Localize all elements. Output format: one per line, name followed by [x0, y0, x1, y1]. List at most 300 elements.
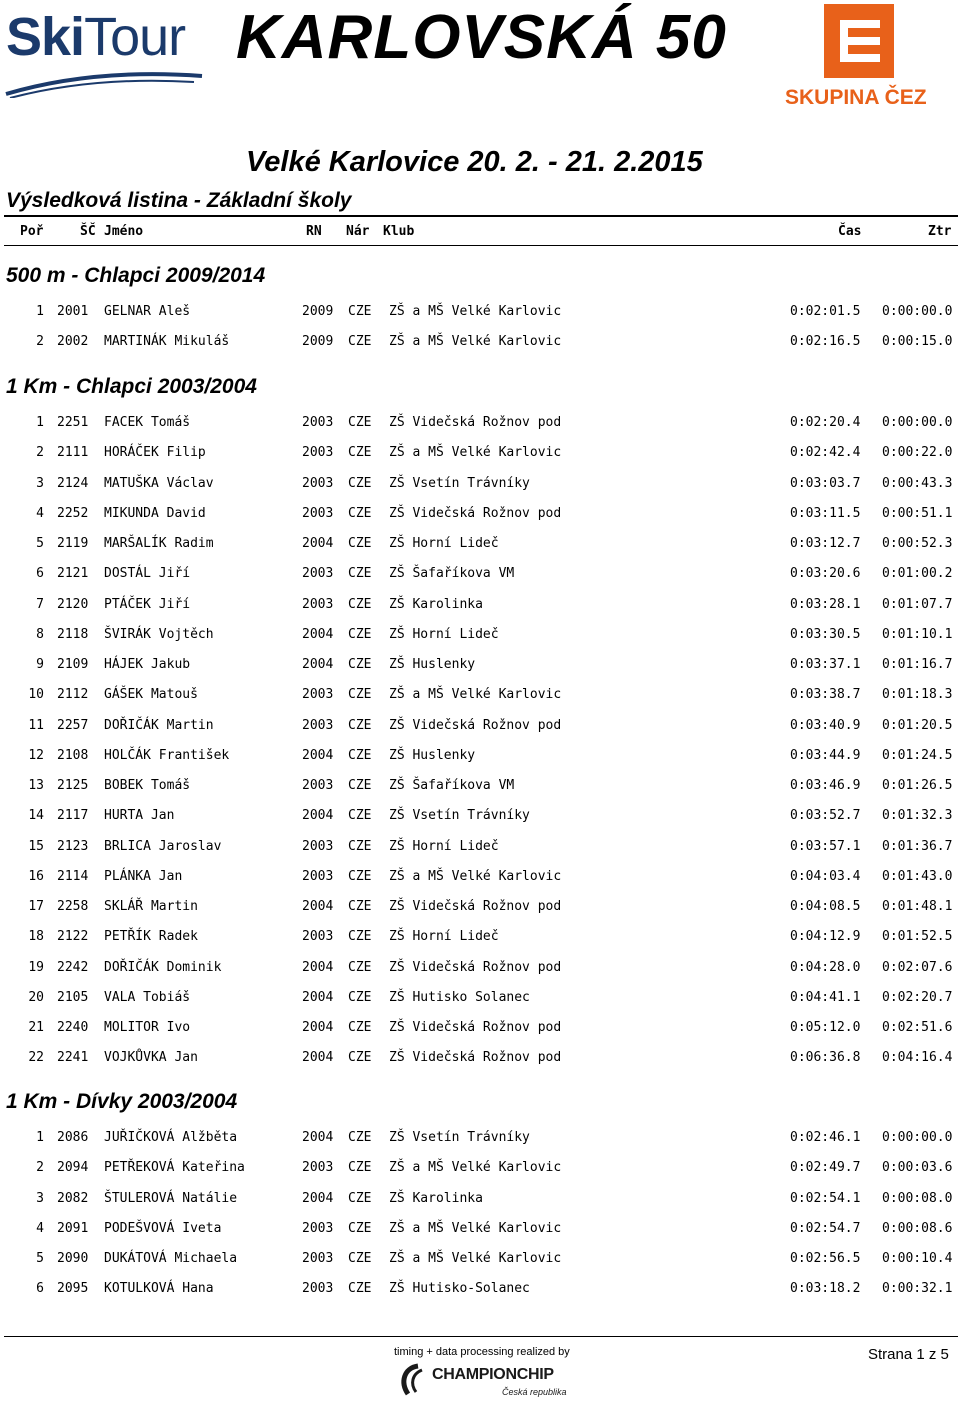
row-nation: CZE	[348, 717, 372, 733]
row-start-number: 2094	[57, 1160, 89, 1176]
row-club: ZŠ Videčská Rožnov pod	[389, 1020, 562, 1035]
table-row	[0, 960, 960, 978]
row-name: PETŘÍK Radek	[104, 929, 198, 945]
row-name: MATUŠKA Václav	[104, 475, 214, 491]
row-birth-year: 2004	[302, 808, 334, 824]
row-start-number: 2095	[57, 1281, 89, 1297]
row-name: GELNAR Aleš	[104, 304, 191, 319]
row-time-behind: 0:01:52.5	[882, 929, 953, 945]
row-birth-year: 2003	[302, 1251, 334, 1266]
row-nation: CZE	[348, 1251, 372, 1266]
row-nation: CZE	[348, 838, 372, 854]
row-time-behind: 0:00:51.1	[882, 505, 953, 521]
header-rule-top	[4, 215, 958, 217]
row-time-behind: 0:01:00.2	[882, 566, 953, 582]
row-start-number: 2111	[57, 445, 89, 461]
row-birth-year: 2004	[302, 1020, 334, 1035]
championchip-logo-subtext: Česká republika	[502, 1387, 567, 1397]
row-time-behind: 0:00:15.0	[882, 334, 953, 350]
table-row	[0, 748, 960, 766]
row-name: VOJKŮVKA Jan	[104, 1050, 198, 1066]
championchip-logo	[398, 1362, 568, 1400]
row-start-number: 2241	[57, 1050, 89, 1066]
row-club: ZŠ Videčská Rožnov pod	[389, 1050, 562, 1066]
row-start-number: 2240	[57, 1020, 89, 1035]
row-time: 0:03:52.7	[790, 808, 861, 824]
row-time: 0:04:08.5	[790, 899, 861, 914]
cez-logo-label: SKUPINA ČEZ	[785, 86, 927, 109]
row-name: HÁJEK Jakub	[104, 657, 191, 672]
category-title: 1 Km - Dívky 2003/2004	[6, 1090, 238, 1113]
row-start-number: 2108	[57, 747, 89, 763]
row-birth-year: 2004	[302, 959, 334, 975]
row-nation: CZE	[348, 1020, 372, 1035]
championchip-mark-icon	[398, 1362, 432, 1400]
row-rank: 4	[36, 505, 44, 521]
row-start-number: 2091	[57, 1220, 89, 1236]
row-rank: 3	[36, 475, 44, 491]
row-time: 0:02:54.1	[790, 1190, 861, 1206]
row-time: 0:02:20.4	[790, 415, 861, 430]
timing-credit: timing + data processing realized by	[394, 1346, 570, 1358]
table-row	[0, 808, 960, 826]
row-nation: CZE	[348, 687, 372, 703]
row-time-behind: 0:00:00.0	[882, 1130, 953, 1145]
row-time-behind: 0:01:48.1	[882, 899, 953, 914]
row-name: BOBEK Tomáš	[104, 778, 191, 793]
col-header-ztr: Ztr	[928, 224, 952, 239]
row-start-number: 2252	[57, 505, 89, 521]
row-name: ŠVIRÁK Vojtěch	[104, 626, 214, 642]
row-time-behind: 0:00:00.0	[882, 415, 953, 430]
row-time: 0:03:28.1	[790, 596, 861, 612]
row-nation: CZE	[348, 536, 372, 551]
row-club: ZŠ Vsetín Trávníky	[389, 808, 530, 824]
row-time: 0:04:03.4	[790, 868, 861, 884]
row-rank: 11	[28, 717, 44, 733]
row-rank: 5	[36, 536, 44, 551]
row-club: ZŠ a MŠ Velké Karlovic	[389, 334, 562, 350]
row-nation: CZE	[348, 1190, 372, 1206]
row-time: 0:04:12.9	[790, 929, 861, 945]
row-time-behind: 0:01:24.5	[882, 747, 953, 763]
row-birth-year: 2003	[302, 778, 334, 793]
row-rank: 3	[36, 1190, 44, 1206]
row-rank: 20	[28, 989, 44, 1005]
row-birth-year: 2003	[302, 1220, 334, 1236]
row-start-number: 2120	[57, 596, 89, 612]
row-time: 0:03:20.6	[790, 566, 861, 582]
row-start-number: 2125	[57, 778, 89, 793]
row-name: DOŘIČÁK Dominik	[104, 959, 222, 975]
row-time-behind: 0:02:51.6	[882, 1020, 953, 1035]
table-row	[0, 778, 960, 796]
row-time: 0:06:36.8	[790, 1050, 861, 1066]
table-row	[0, 718, 960, 736]
row-club: ZŠ Hutisko Solanec	[389, 989, 530, 1005]
row-birth-year: 2003	[302, 505, 334, 521]
table-row	[0, 304, 960, 322]
row-nation: CZE	[348, 505, 372, 521]
footer-rule	[4, 1336, 958, 1337]
row-name: FACEK Tomáš	[104, 415, 191, 430]
row-club: ZŠ a MŠ Velké Karlovic	[389, 1160, 562, 1176]
row-birth-year: 2003	[302, 596, 334, 612]
row-nation: CZE	[348, 475, 372, 491]
row-nation: CZE	[348, 1130, 372, 1145]
row-club: ZŠ Huslenky	[389, 657, 476, 672]
row-start-number: 2082	[57, 1190, 89, 1206]
row-name: MIKUNDA David	[104, 505, 206, 521]
row-time-behind: 0:00:32.1	[882, 1281, 953, 1297]
table-row	[0, 929, 960, 947]
row-name: VALA Tobiáš	[104, 989, 191, 1005]
row-name: MARŠALÍK Radim	[104, 536, 214, 551]
row-rank: 7	[36, 596, 44, 612]
row-nation: CZE	[348, 1050, 372, 1066]
row-nation: CZE	[348, 747, 372, 763]
cez-mark-icon	[780, 4, 940, 84]
row-club: ZŠ Videčská Rožnov pod	[389, 415, 562, 430]
table-row	[0, 415, 960, 433]
row-rank: 4	[36, 1220, 44, 1236]
row-birth-year: 2004	[302, 1190, 334, 1206]
row-birth-year: 2003	[302, 1281, 334, 1297]
row-nation: CZE	[348, 304, 372, 319]
row-name: BRLICA Jaroslav	[104, 838, 222, 854]
row-club: ZŠ Hutisko-Solanec	[389, 1281, 530, 1297]
table-row	[0, 1281, 960, 1299]
row-nation: CZE	[348, 959, 372, 975]
row-start-number: 2090	[57, 1251, 89, 1266]
row-time: 0:03:38.7	[790, 687, 861, 703]
row-nation: CZE	[348, 445, 372, 461]
row-rank: 8	[36, 626, 44, 642]
row-rank: 1	[36, 1130, 44, 1145]
row-club: ZŠ Šafaříkova VM	[389, 778, 515, 793]
page-number: Strana 1 z 5	[868, 1346, 949, 1363]
row-club: ZŠ a MŠ Velké Karlovic	[389, 304, 562, 319]
row-nation: CZE	[348, 626, 372, 642]
row-rank: 1	[36, 415, 44, 430]
row-time: 0:05:12.0	[790, 1020, 861, 1035]
skitour-logo	[4, 6, 204, 98]
row-time: 0:03:37.1	[790, 657, 861, 672]
row-club: ZŠ a MŠ Velké Karlovic	[389, 1220, 562, 1236]
col-header-name: Jméno	[104, 224, 144, 239]
row-club: ZŠ a MŠ Velké Karlovic	[389, 868, 562, 884]
table-row	[0, 1160, 960, 1178]
row-rank: 6	[36, 566, 44, 582]
row-nation: CZE	[348, 1160, 372, 1176]
category-title: 1 Km - Chlapci 2003/2004	[6, 375, 257, 398]
row-birth-year: 2004	[302, 536, 334, 551]
row-time-behind: 0:00:00.0	[882, 304, 953, 319]
table-row	[0, 657, 960, 675]
row-start-number: 2117	[57, 808, 89, 824]
row-name: MOLITOR Ivo	[104, 1020, 191, 1035]
row-time-behind: 0:01:26.5	[882, 778, 953, 793]
row-time-behind: 0:01:43.0	[882, 868, 953, 884]
table-row	[0, 1251, 960, 1269]
row-club: ZŠ Videčská Rožnov pod	[389, 505, 562, 521]
row-time: 0:02:16.5	[790, 334, 861, 350]
row-name: HORÁČEK Filip	[104, 445, 206, 461]
row-start-number: 2122	[57, 929, 89, 945]
row-club: ZŠ Horní Lideč	[389, 929, 499, 945]
row-time: 0:02:46.1	[790, 1130, 861, 1145]
row-club: ZŠ Horní Lideč	[389, 536, 499, 551]
row-nation: CZE	[348, 415, 372, 430]
row-club: ZŠ Videčská Rožnov pod	[389, 899, 562, 914]
row-rank: 1	[36, 304, 44, 319]
row-club: ZŠ a MŠ Velké Karlovic	[389, 1251, 562, 1266]
row-birth-year: 2009	[302, 334, 334, 350]
row-time-behind: 0:01:32.3	[882, 808, 953, 824]
row-time: 0:02:56.5	[790, 1251, 861, 1266]
row-start-number: 2242	[57, 959, 89, 975]
row-time: 0:03:11.5	[790, 505, 861, 521]
table-row	[0, 445, 960, 463]
row-birth-year: 2003	[302, 838, 334, 854]
row-rank: 2	[36, 334, 44, 350]
col-header-cas: Čas	[838, 224, 862, 239]
row-name: PTÁČEK Jiří	[104, 596, 191, 612]
row-time-behind: 0:04:16.4	[882, 1050, 953, 1066]
row-birth-year: 2003	[302, 717, 334, 733]
row-time: 0:03:18.2	[790, 1281, 861, 1297]
row-start-number: 2002	[57, 334, 89, 350]
row-name: MARTINÁK Mikuláš	[104, 334, 230, 350]
row-time: 0:02:54.7	[790, 1220, 861, 1236]
row-rank: 9	[36, 657, 44, 672]
row-name: DOSTÁL Jiří	[104, 566, 191, 582]
row-club: ZŠ a MŠ Velké Karlovic	[389, 445, 562, 461]
row-time-behind: 0:00:52.3	[882, 536, 953, 551]
row-time-behind: 0:01:18.3	[882, 687, 953, 703]
table-row	[0, 1191, 960, 1209]
row-birth-year: 2003	[302, 566, 334, 582]
row-nation: CZE	[348, 868, 372, 884]
row-time-behind: 0:01:16.7	[882, 657, 953, 672]
row-birth-year: 2004	[302, 657, 334, 672]
document-title: Výsledková listina - Základní školy	[6, 189, 352, 212]
row-time-behind: 0:00:03.6	[882, 1160, 953, 1176]
row-club: ZŠ Karolinka	[389, 1190, 483, 1206]
place-date: Velké Karlovice 20. 2. - 21. 2.2015	[246, 146, 703, 178]
row-rank: 18	[28, 929, 44, 945]
row-time: 0:03:44.9	[790, 747, 861, 763]
row-name: ŠTULEROVÁ Natálie	[104, 1190, 238, 1206]
table-row	[0, 627, 960, 645]
row-rank: 16	[28, 868, 44, 884]
col-header-klub: Klub	[383, 224, 415, 239]
table-row	[0, 899, 960, 917]
row-birth-year: 2003	[302, 415, 334, 430]
header-rule-bottom	[4, 245, 958, 246]
row-name: PETŘEKOVÁ Kateřina	[104, 1160, 245, 1176]
row-birth-year: 2004	[302, 1050, 334, 1066]
col-header-rn: RN	[306, 224, 322, 239]
row-name: SKLÁŘ Martin	[104, 899, 198, 914]
row-name: JUŘIČKOVÁ Alžběta	[104, 1130, 238, 1145]
row-nation: CZE	[348, 778, 372, 793]
row-club: ZŠ Horní Lideč	[389, 838, 499, 854]
row-start-number: 2251	[57, 415, 89, 430]
table-row	[0, 1130, 960, 1148]
row-birth-year: 2003	[302, 868, 334, 884]
row-start-number: 2119	[57, 536, 89, 551]
row-club: ZŠ Videčská Rožnov pod	[389, 959, 562, 975]
row-start-number: 2257	[57, 717, 89, 733]
row-birth-year: 2003	[302, 445, 334, 461]
row-time-behind: 0:01:07.7	[882, 596, 953, 612]
row-time-behind: 0:02:20.7	[882, 989, 953, 1005]
row-birth-year: 2004	[302, 1130, 334, 1145]
skitour-swoosh-icon	[4, 6, 204, 98]
row-birth-year: 2004	[302, 747, 334, 763]
championchip-logo-text: CHAMPIONCHIP	[432, 1366, 554, 1383]
table-row	[0, 869, 960, 887]
cez-logo	[780, 4, 940, 114]
row-start-number: 2118	[57, 626, 89, 642]
row-birth-year: 2003	[302, 1160, 334, 1176]
row-rank: 21	[28, 1020, 44, 1035]
row-rank: 5	[36, 1251, 44, 1266]
row-rank: 15	[28, 838, 44, 854]
row-time: 0:03:12.7	[790, 536, 861, 551]
row-nation: CZE	[348, 596, 372, 612]
row-time: 0:03:30.5	[790, 626, 861, 642]
row-time-behind: 0:00:43.3	[882, 475, 953, 491]
row-club: ZŠ a MŠ Velké Karlovic	[389, 687, 562, 703]
row-nation: CZE	[348, 808, 372, 824]
table-row	[0, 506, 960, 524]
row-birth-year: 2004	[302, 626, 334, 642]
skitour-logo-part2: Tour	[84, 7, 186, 67]
row-time: 0:04:28.0	[790, 959, 861, 975]
row-nation: CZE	[348, 566, 372, 582]
table-row	[0, 687, 960, 705]
row-time: 0:03:57.1	[790, 838, 861, 854]
row-name: HURTA Jan	[104, 808, 175, 824]
row-time-behind: 0:00:08.0	[882, 1190, 953, 1206]
row-rank: 6	[36, 1281, 44, 1297]
table-row	[0, 1050, 960, 1068]
row-club: ZŠ Vsetín Trávníky	[389, 475, 530, 491]
table-row	[0, 597, 960, 615]
row-time: 0:02:01.5	[790, 304, 861, 319]
row-start-number: 2001	[57, 304, 89, 319]
row-rank: 17	[28, 899, 44, 914]
row-time: 0:03:46.9	[790, 778, 861, 793]
row-rank: 2	[36, 445, 44, 461]
row-start-number: 2114	[57, 868, 89, 884]
row-start-number: 2109	[57, 657, 89, 672]
row-club: ZŠ Horní Lideč	[389, 626, 499, 642]
row-time-behind: 0:01:20.5	[882, 717, 953, 733]
row-time: 0:02:49.7	[790, 1160, 861, 1176]
row-rank: 19	[28, 959, 44, 975]
row-nation: CZE	[348, 1281, 372, 1297]
row-time-behind: 0:01:10.1	[882, 626, 953, 642]
row-nation: CZE	[348, 1220, 372, 1236]
row-time-behind: 0:00:10.4	[882, 1251, 953, 1266]
row-time: 0:02:42.4	[790, 445, 861, 461]
row-nation: CZE	[348, 657, 372, 672]
row-club: ZŠ Vsetín Trávníky	[389, 1130, 530, 1145]
row-time: 0:04:41.1	[790, 989, 861, 1005]
table-row	[0, 566, 960, 584]
table-row	[0, 990, 960, 1008]
row-name: HOLČÁK František	[104, 747, 230, 763]
row-start-number: 2121	[57, 566, 89, 582]
row-club: ZŠ Videčská Rožnov pod	[389, 717, 562, 733]
row-birth-year: 2009	[302, 304, 334, 319]
row-nation: CZE	[348, 989, 372, 1005]
table-row	[0, 839, 960, 857]
row-name: KOTULKOVÁ Hana	[104, 1281, 214, 1297]
row-nation: CZE	[348, 929, 372, 945]
row-time: 0:03:40.9	[790, 717, 861, 733]
row-start-number: 2086	[57, 1130, 89, 1145]
table-row	[0, 334, 960, 352]
row-nation: CZE	[348, 334, 372, 350]
category-title: 500 m - Chlapci 2009/2014	[6, 264, 266, 287]
row-start-number: 2123	[57, 838, 89, 854]
row-rank: 12	[28, 747, 44, 763]
row-time-behind: 0:02:07.6	[882, 959, 953, 975]
row-time-behind: 0:00:08.6	[882, 1220, 953, 1236]
col-header-sc: ŠČ	[80, 224, 96, 239]
row-birth-year: 2004	[302, 899, 334, 914]
row-rank: 10	[28, 687, 44, 703]
row-name: DOŘIČÁK Martin	[104, 717, 214, 733]
row-start-number: 2124	[57, 475, 89, 491]
row-time: 0:03:03.7	[790, 475, 861, 491]
row-nation: CZE	[348, 899, 372, 914]
row-rank: 13	[28, 778, 44, 793]
row-name: GÁŠEK Matouš	[104, 687, 198, 703]
table-row	[0, 1020, 960, 1038]
row-rank: 14	[28, 808, 44, 824]
row-name: PLÁNKA Jan	[104, 868, 183, 884]
row-club: ZŠ Huslenky	[389, 747, 476, 763]
row-time-behind: 0:01:36.7	[882, 838, 953, 854]
col-header-poz: Poř	[20, 224, 44, 239]
row-club: ZŠ Karolinka	[389, 596, 483, 612]
row-start-number: 2112	[57, 687, 89, 703]
row-birth-year: 2003	[302, 929, 334, 945]
row-name: DUKÁTOVÁ Michaela	[104, 1251, 238, 1266]
row-rank: 22	[28, 1050, 44, 1066]
row-start-number: 2258	[57, 899, 89, 914]
row-time-behind: 0:00:22.0	[882, 445, 953, 461]
col-header-nar: Nár	[346, 224, 370, 239]
row-rank: 2	[36, 1160, 44, 1176]
table-row	[0, 536, 960, 554]
table-row	[0, 476, 960, 494]
row-birth-year: 2003	[302, 687, 334, 703]
row-birth-year: 2003	[302, 475, 334, 491]
table-row	[0, 1221, 960, 1239]
row-name: PODEŠVOVÁ Iveta	[104, 1220, 222, 1236]
row-club: ZŠ Šafaříkova VM	[389, 566, 515, 582]
row-birth-year: 2004	[302, 989, 334, 1005]
row-start-number: 2105	[57, 989, 89, 1005]
event-title: KARLOVSKÁ 50	[236, 3, 727, 72]
skitour-logo-part1: Ski	[6, 7, 85, 67]
